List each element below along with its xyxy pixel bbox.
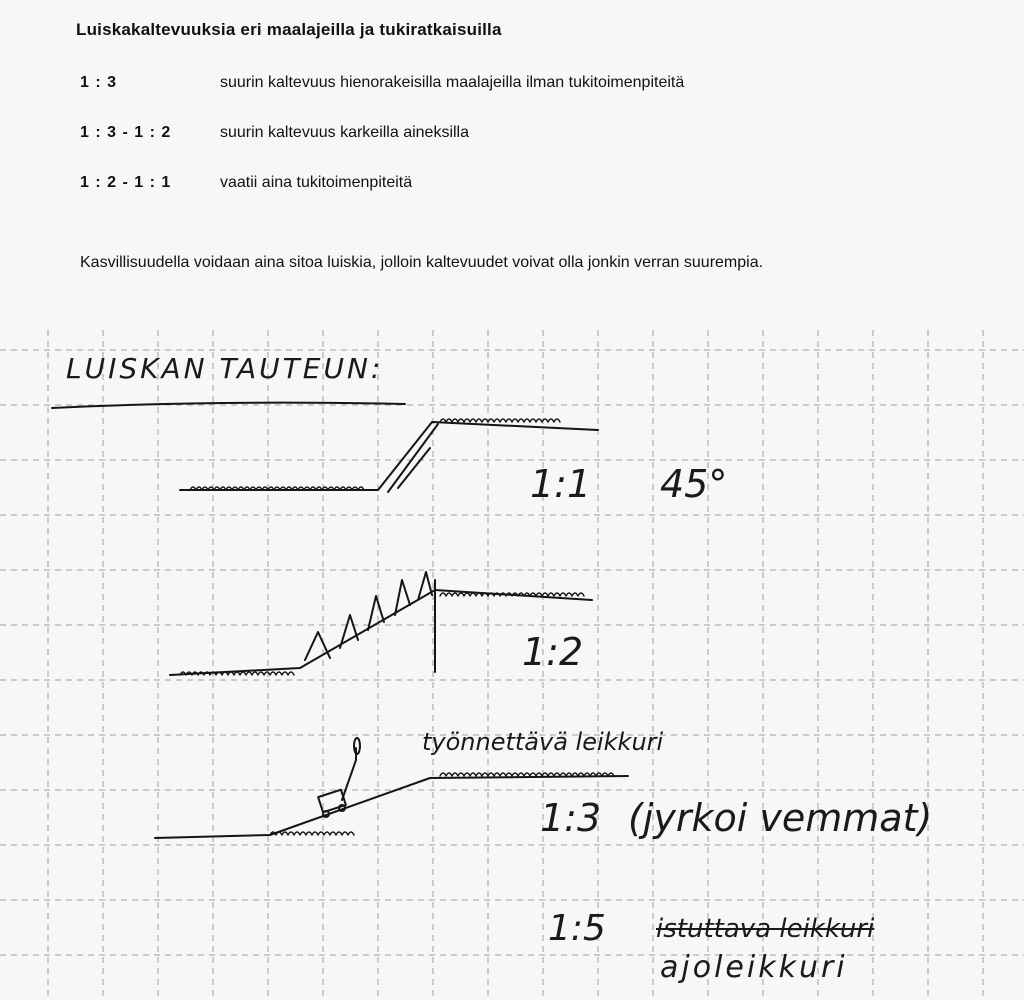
slope-1-angle-label: 45° xyxy=(660,462,728,506)
slope-4-struck-text: istuttava leikkuri xyxy=(656,914,875,944)
slope-4-correction: ajoleikkuri xyxy=(660,950,848,985)
slope-ratio-3: 1 : 2 - 1 : 1 xyxy=(80,174,172,191)
slope-description-2: suurin kaltevuus karkeilla aineksilla xyxy=(220,124,470,141)
vegetation-paragraph: Kasvillisuudella voidaan aina sitoa luiskia, jolloin kaltevuudet voivat olla jonkin verran suurempia. xyxy=(80,254,764,271)
slope-3-note: (jyrkoi vemmat) xyxy=(628,796,933,840)
slope-2-ratio-label: 1:2 xyxy=(522,630,584,674)
slope-description-3: vaatii aina tukitoimenpiteitä xyxy=(220,174,413,191)
mower-handle xyxy=(342,748,356,800)
slope-3-ratio-label: 1:3 xyxy=(540,796,602,840)
slope-ratio-1: 1 : 3 xyxy=(80,74,118,91)
document-heading: Luiskakaltevuuksia eri maalajeilla ja tukiratkaisuilla xyxy=(76,20,502,39)
slope-1-ratio-label: 1:1 xyxy=(530,462,592,506)
slope-4-ratio-label: 1:5 xyxy=(548,908,606,949)
slope-ratio-2: 1 : 3 - 1 : 2 xyxy=(80,124,172,141)
slope-description-1: suurin kaltevuus hienorakeisilla maalajeilla ilman tukitoimenpiteitä xyxy=(220,74,685,91)
handwritten-title: LUISKAN TAUTEUN: xyxy=(66,352,384,385)
title-underline xyxy=(52,403,405,408)
slope-3-caption: työnnettävä leikkuri xyxy=(422,728,664,756)
